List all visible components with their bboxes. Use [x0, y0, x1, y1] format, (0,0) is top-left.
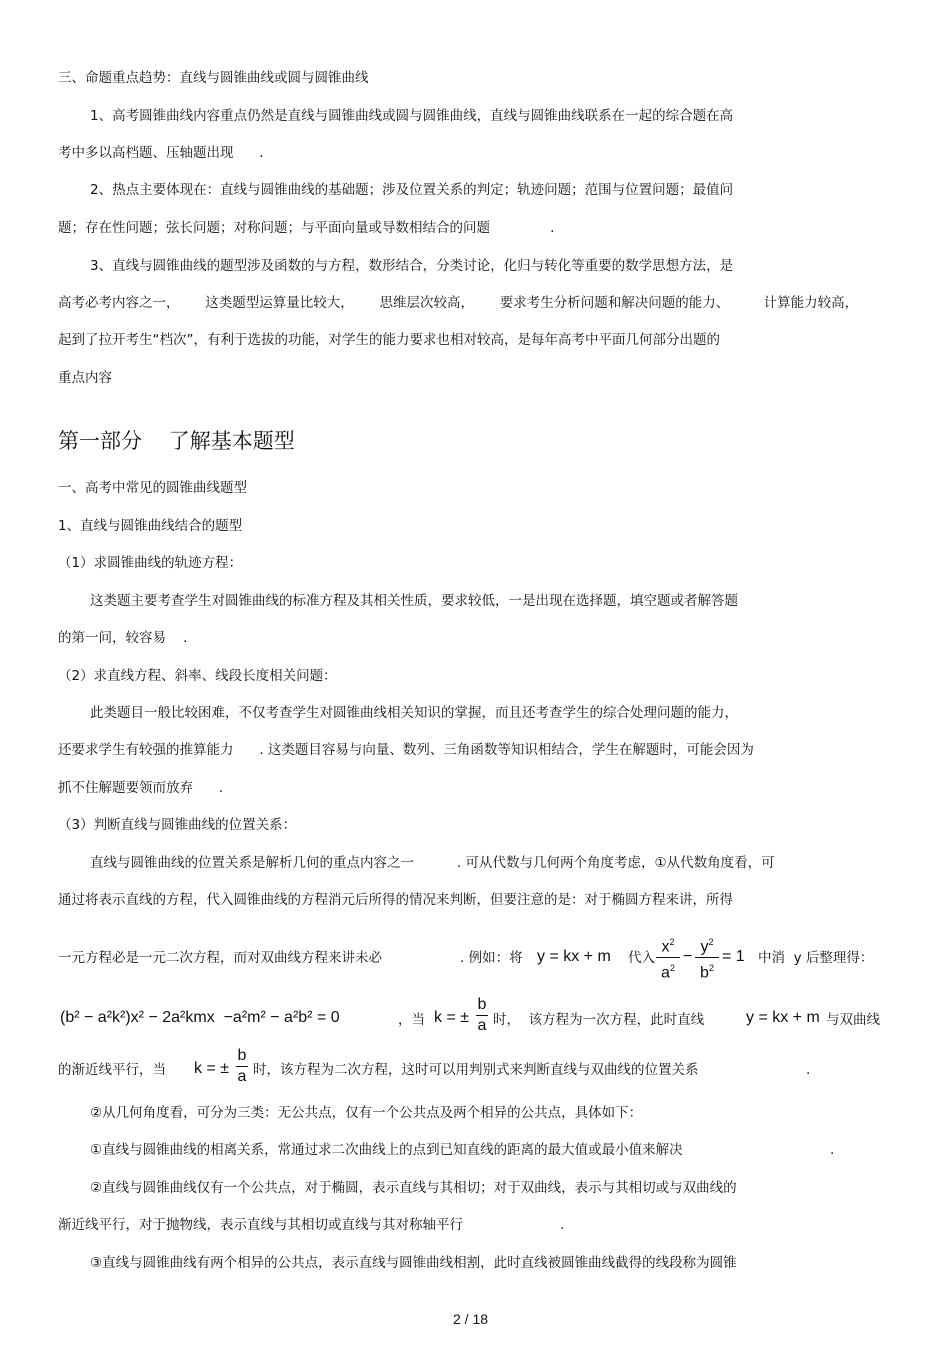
- paragraph-fragment: . 例如：将: [460, 950, 523, 966]
- paragraph-line: 通过将表示直线的方程，代入圆锥曲线的方程消元后所得的情况来判断，但要注意的是：对于椭圆方程来讲，所得: [58, 892, 733, 908]
- paragraph-line: 1、高考圆锥曲线内容重点仍然是直线与圆锥曲线或圆与圆锥曲线，直线与圆锥曲线联系在一起的综合题在高: [90, 108, 734, 124]
- line-equation: y = kx + m: [746, 1009, 820, 1026]
- part-title: 第一部分 了解基本题型: [58, 429, 295, 453]
- page-number: 2 / 18: [453, 1311, 489, 1327]
- paragraph-line: 还要求学生有较强的推算能力 . 这类题目容易与向量、数列、三角函数等知识相结合，学生在解题时，可能会因为: [58, 742, 754, 758]
- section-heading-trend: 三、命题重点趋势：直线与圆锥曲线或圆与圆锥曲线: [58, 70, 369, 86]
- paragraph-line: ②直线与圆锥曲线仅有一个公共点，对于椭圆，表示直线与其相切；对于双曲线，表示与其相切或与双曲线的: [90, 1180, 737, 1196]
- paragraph-fragment: 的渐近线平行，当: [58, 1062, 166, 1078]
- fraction-y-over-b: $y^2$ $b^2$: [694, 932, 720, 984]
- paragraph-line: ①直线与圆锥曲线的相离关系，常通过求二次曲线上的点到已知直线的距离的最大值或最小值来解决: [90, 1142, 683, 1158]
- paragraph-fragment: ，当: [398, 1012, 425, 1028]
- line-equation: y = kx + m: [537, 948, 611, 965]
- paragraph-line: 抓不住解题要领而放弃 .: [58, 780, 224, 796]
- subsection-heading: 1、直线与圆锥曲线结合的题型: [58, 518, 243, 534]
- paragraph-fragment: .: [806, 1062, 811, 1078]
- fraction-b-over-a: b a: [477, 996, 487, 1034]
- paragraph-fragment: 时， 该方程为一次方程，此时直线: [493, 1012, 705, 1028]
- paragraph-line: 考中多以高档题、压轴题出现 .: [58, 145, 264, 161]
- paragraph-line: 3、直线与圆锥曲线的题型涉及函数的与方程，数形结合，分类讨论，化归与转化等重要的数学思想方法，是: [90, 258, 734, 274]
- paragraph-fragment: 与双曲线: [826, 1012, 880, 1028]
- k-condition: k = ±: [194, 1060, 230, 1077]
- item-heading: （2）求直线方程、斜率、线段长度相关问题：: [58, 668, 337, 684]
- equation-rhs: = 1: [722, 948, 745, 965]
- k-condition: k = ±: [434, 1009, 470, 1026]
- minus-sign: −: [683, 948, 693, 965]
- item-heading: （3）判断直线与圆锥曲线的位置关系：: [58, 817, 297, 833]
- paragraph-line: 渐近线平行，对于抛物线，表示直线与其相切或直线与其对称轴平行: [58, 1217, 463, 1233]
- paragraph-line: 这类题主要考查学生对圆锥曲线的标准方程及其相关性质，要求较低，一是出现在选择题，填空题或者解答题: [90, 593, 738, 609]
- item-heading: （1）求圆锥曲线的轨迹方程：: [58, 555, 243, 571]
- paragraph-line: ③直线与圆锥曲线有两个相异的公共点，表示直线与圆锥曲线相割，此时直线被圆锥曲线截得的线段称为圆锥: [90, 1255, 737, 1271]
- paragraph-fragment: .: [560, 1217, 565, 1233]
- fraction-b-over-a: b a: [237, 1047, 247, 1085]
- subsection-heading: 一、高考中常见的圆锥曲线题型: [58, 480, 247, 496]
- paragraph-line: 2、热点主要体现在：直线与圆锥曲线的基础题；涉及位置关系的判定；轨迹问题；范围与位置问题；最值问: [90, 182, 734, 198]
- quadratic-equation: (b² − a²k²)x² − 2a²kmx −a²m² − a²b² = 0: [60, 1009, 340, 1026]
- paragraph-fragment: 中消 y 后整理得：: [758, 950, 874, 966]
- paragraph-line: 题；存在性问题；弦长问题；对称问题；与平面向量或导数相结合的问题 .: [58, 220, 555, 236]
- paragraph-line: 一元方程必是一元二次方程，而对双曲线方程来讲未必: [58, 950, 382, 966]
- paragraph-line: 重点内容: [58, 370, 112, 386]
- paragraph-line: 直线与圆锥曲线的位置关系是解析几何的重点内容之一 . 可从代数与几何两个角度考虑，①从代数角度看，可: [90, 855, 775, 871]
- paragraph-fragment: 时，该方程为二次方程，这时可以用判别式来判断直线与双曲线的位置关系: [253, 1062, 699, 1078]
- paragraph-line: 高考必考内容之一， 这类题型运算量比较大， 思维层次较高， 要求考生分析问题和解决问题的能力、 计算能力较高，: [58, 295, 859, 311]
- paragraph-line: 的第一问，较容易 .: [58, 630, 188, 646]
- paragraph-fragment: 代入: [628, 950, 655, 966]
- paragraph-line: 起到了拉开考生“档次”，有利于选拔的功能，对学生的能力要求也相对较高，是每年高考中平面几何部分出题的: [58, 332, 720, 348]
- fraction-x-over-a: $x^2$ $a^2$: [655, 932, 681, 984]
- paragraph-line: ②从几何角度看，可分为三类：无公共点，仅有一个公共点及两个相异的公共点，具体如下：: [90, 1105, 643, 1121]
- paragraph-fragment: .: [830, 1142, 835, 1158]
- paragraph-line: 此类题目一般比较困难，不仅考查学生对圆锥曲线相关知识的掌握，而且还考查学生的综合处理问题的能力，: [90, 705, 738, 721]
